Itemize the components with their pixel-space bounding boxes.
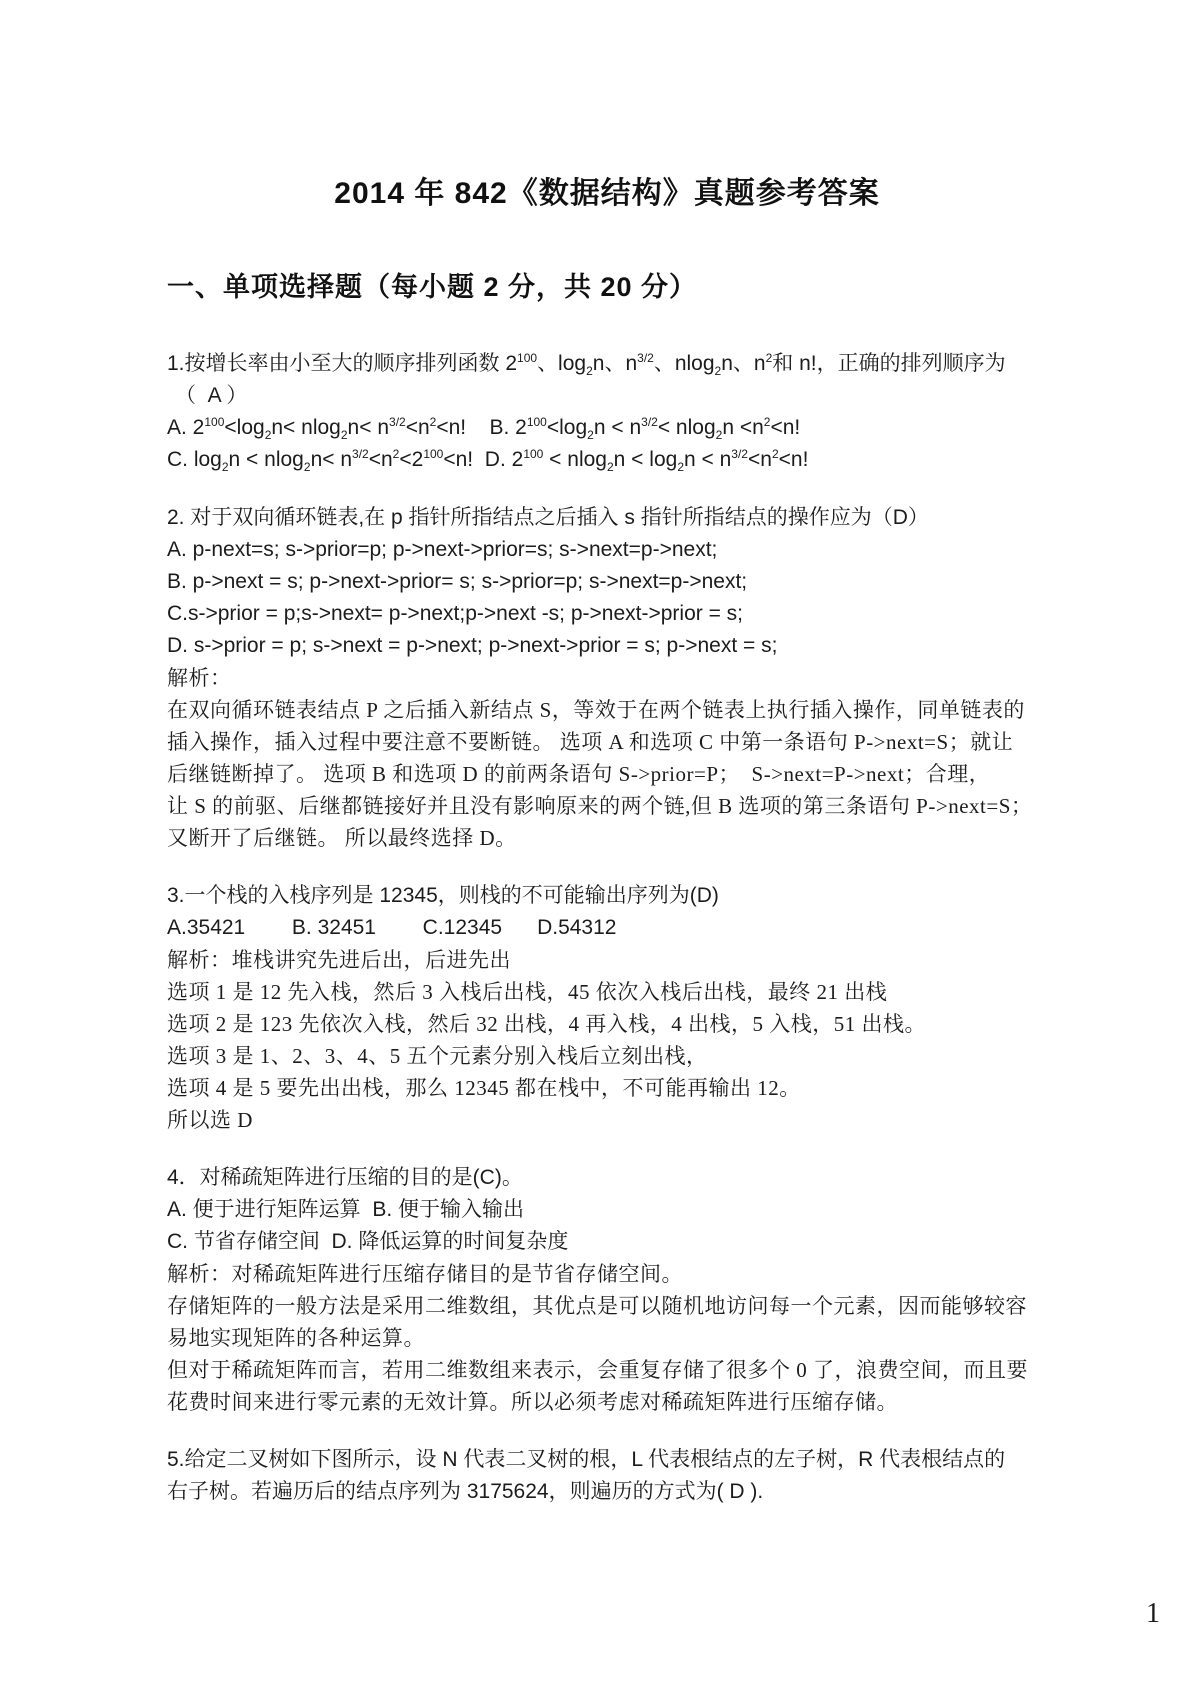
question-2-option-b: B. p->next = s; p->next->prior= s; s->prior=p; s->next=p->next; (167, 570, 748, 593)
page-number: 1 (1146, 1598, 1160, 1629)
question-4-analysis-line: 易地实现矩阵的各种运算。 (167, 1326, 425, 1350)
question-2-option-a: A. p-next=s; s->prior=p; p->next->prior=s; s->next=p->next; (167, 538, 718, 561)
section-heading: 一、单项选择题（每小题 2 分，共 20 分） (167, 272, 698, 302)
question-2-analysis-line: 在双向循环链表结点 P 之后插入新结点 S，等效于在两个链表上执行插入操作，同单链表的 (167, 698, 1025, 722)
question-5-stem-line: 右子树。若遍历后的结点序列为 3175624，则遍历的方式为( D ). (167, 1480, 764, 1503)
question-3-analysis-line: 选项 1 是 12 先入栈，然后 3 入栈后出栈，45 依次入栈后出栈，最终 21 出栈 (167, 980, 888, 1004)
question-3 (167, 880, 1047, 1136)
question-3-stem: 3.一个栈的入栈序列是 12345，则栈的不可能输出序列为(D) (167, 884, 719, 907)
question-2-analysis-line: 插入操作，插入过程中要注意不要断链。 选项 A 和选项 C 中第一条语句 P->next=S；就让 (167, 730, 1014, 754)
question-2-analysis-line: 让 S 的前驱、后继都链接好并且没有影响原来的两个链,但 B 选项的第三条语句 P->next=S； (167, 794, 1033, 818)
question-1-stem: 1.按增长率由小至大的顺序排列函数 $2^{100}$、$\log_2n$、$n^{3/2}$、nlog$_2$n、$n^2$和 n!，正确的排列顺序为 (167, 351, 1006, 379)
question-4-analysis-line: 存储矩阵的一般方法是采用二维数组，其优点是可以随机地访问每一个元素，因而能够较容 (167, 1294, 1027, 1318)
question-5-stem-line: 5.给定二叉树如下图所示，设 N 代表二叉树的根，L 代表根结点的左子树，R 代表根结点的 (167, 1448, 1006, 1471)
question-3-analysis-line: 选项 3 是 1、2、3、4、5 五个元素分别入栈后立刻出栈， (167, 1044, 708, 1068)
question-3-analysis-line: 选项 4 是 5 要先出出栈，那么 12345 都在栈中，不可能再输出 12。 (167, 1076, 801, 1100)
question-2-stem: 2. 对于双向循环链表,在 p 指针所指结点之后插入 s 指针所指结点的操作应为（D） (167, 506, 929, 529)
question-2 (167, 502, 1047, 854)
question-3-analysis-line: 解析：堆栈讲究先进后出，后进先出 (167, 948, 511, 972)
question-3-analysis-line: 所以选 D (167, 1108, 253, 1132)
question-5 (167, 1444, 1047, 1508)
question-1 (167, 348, 1047, 476)
question-3-options: A.35421 B. 32451 C.12345 D.54312 (167, 916, 617, 939)
question-4-options-ab: A. 便于进行矩阵运算 B. 便于输入输出 (167, 1198, 525, 1221)
question-2-option-c: C.s->prior = p;s->next= p->next;p->next -s; p->next->prior = s; (167, 602, 744, 625)
question-2-option-d: D. s->prior = p; s->next = p->next; p->next->prior = s; p->next = s; (167, 634, 778, 657)
question-4 (167, 1162, 1047, 1418)
question-4-options-cd: C. 节省存储空间 D. 降低运算的时间复杂度 (167, 1230, 569, 1253)
question-2-analysis-line: 后继链断掉了。 选项 B 和选项 D 的前两条语句 S->prior=P； S->next=P->next；合理， (167, 762, 991, 786)
question-4-stem: 4．对稀疏矩阵进行压缩的目的是(C)。 (167, 1166, 523, 1189)
question-4-analysis-line: 但对于稀疏矩阵而言，若用二维数组来表示，会重复存储了很多个 0 了，浪费空间，而且要 (167, 1358, 1028, 1382)
question-2-analysis-label: 解析： (167, 666, 232, 690)
document-content (167, 0, 1047, 1508)
question-2-analysis-line: 又断开了后继链。 所以最终选择 D。 (167, 826, 517, 850)
question-4-analysis-line: 解析：对稀疏矩阵进行压缩存储目的是节省存储空间。 (167, 1262, 683, 1286)
question-1-options-cd: C. $\log_2n < nlog_2n< n^{3/2}<n^2<2^{100}<n$! D. $2^{100} < nlog_2n < \log_2n < n^{3/2}<n^2<n$! (167, 447, 809, 475)
question-4-analysis-line: 花费时间来进行零元素的无效计算。所以必须考虑对稀疏矩阵进行压缩存储。 (167, 1390, 898, 1414)
document-title: 2014 年 842《数据结构》真题参考答案 (334, 177, 880, 210)
question-1-answer: （ A ） (175, 384, 248, 407)
question-1-options-ab: A. $2^{100}<\log_2n< nlog_2n< n^{3/2}<n^2<n$! B. $2^{100}<\log_2n < n^{3/2}< nlog_2n <n^2<n$! (167, 415, 801, 443)
question-3-analysis-line: 选项 2 是 123 先依次入栈，然后 32 出栈，4 再入栈，4 出栈，5 入栈，51 出栈。 (167, 1012, 926, 1036)
